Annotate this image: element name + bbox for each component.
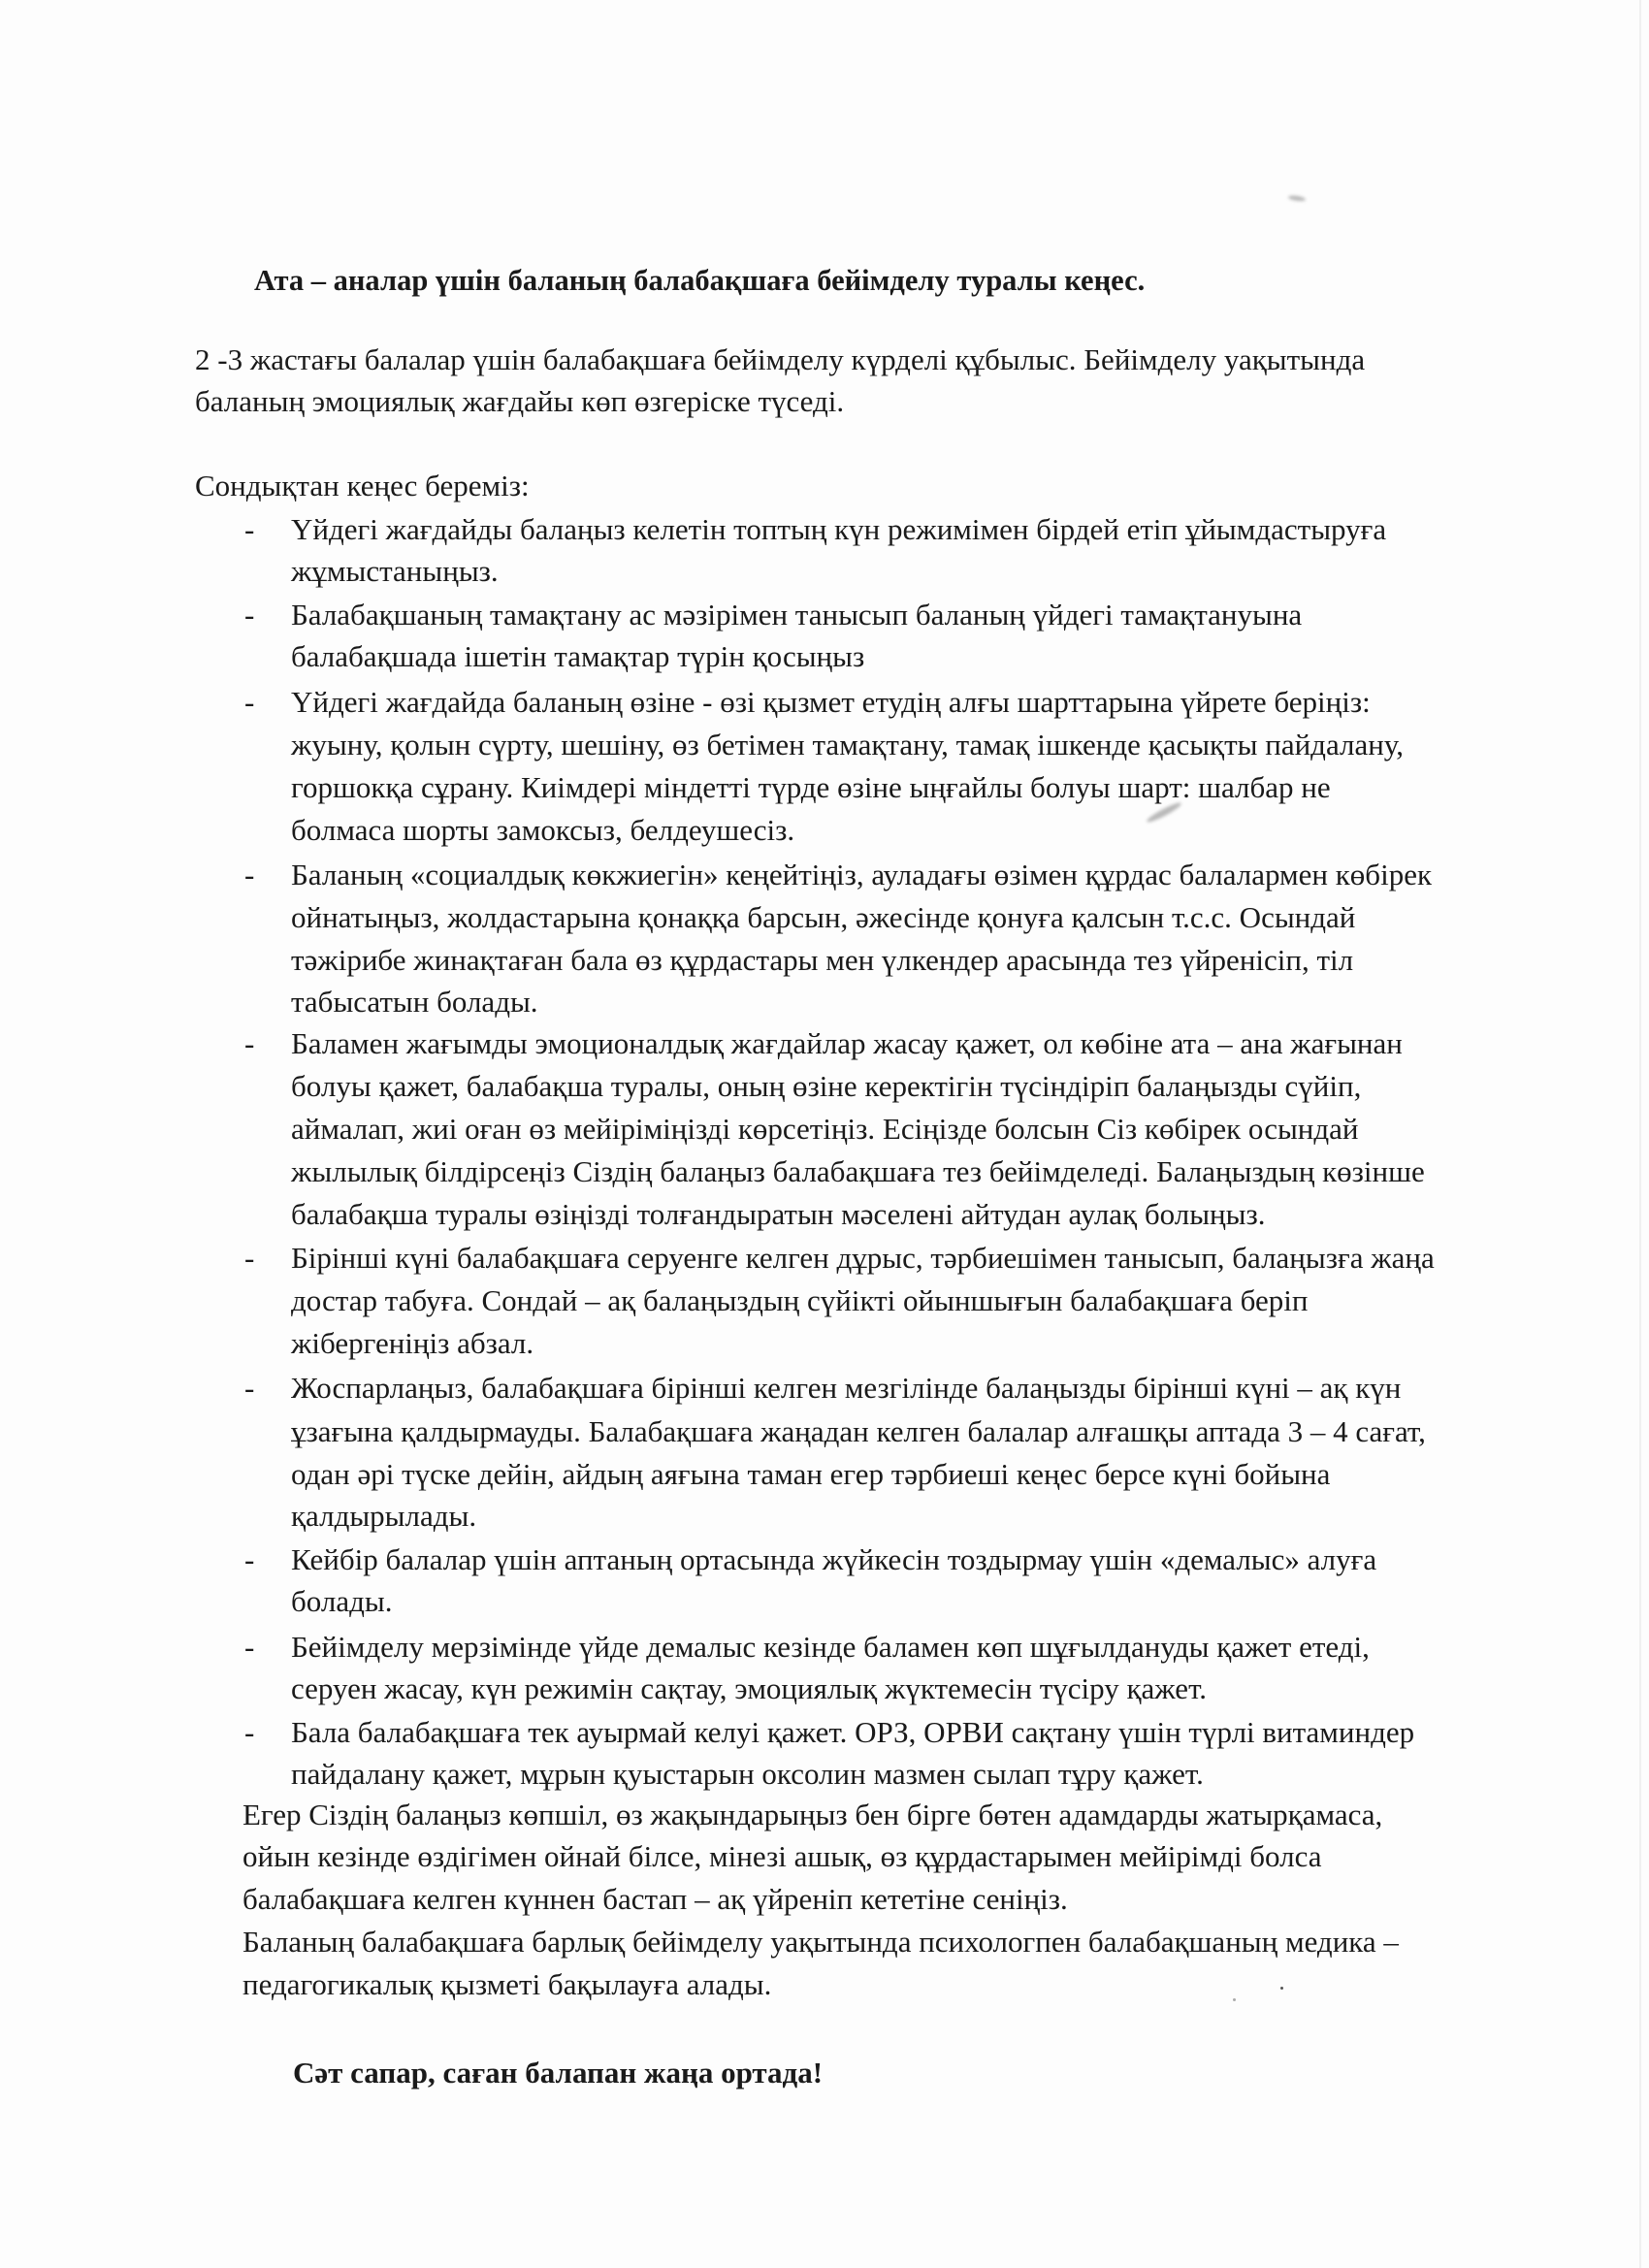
scan-speck: [1233, 1998, 1236, 2001]
intro-line: 2 -3 жастағы балалар үшін балабақшаға бейімделу күрделі құбылыс. Бейімделу уақытында: [195, 342, 1366, 376]
advice-line: балабақша туралы өзіңізді толғандыратын мәселені айтудан аулақ болыңыз.: [291, 1197, 1266, 1231]
advice-line: горшокқа сұрану. Киімдері міндетті түрде өзіне ыңғайлы болуы шарт: шалбар не: [291, 770, 1331, 804]
advice-line: Кейбір балалар үшін аптаның ортасында жүйкесін тоздырмау үшін «демалыс» алуға: [291, 1542, 1377, 1576]
advice-line: пайдалану қажет, мұрын қуыстарын оксолин мазмен сылап тұру қажет.: [291, 1757, 1204, 1791]
final-line: Баланың балабақшаға барлық бейімделу уақытында психологпен балабақшаның медика –: [242, 1925, 1399, 1959]
bullet-dash: -: [244, 1241, 255, 1275]
advice-line: тәжірибе жинақтаған бала өз құрдастары мен үлкендер арасында тез үйренісіп, тіл: [291, 943, 1354, 977]
advice-line: жуыну, қолын сүрту, шешіну, өз бетімен тамақтану, тамақ ішкенде қасықты пайдалану,: [291, 728, 1404, 761]
advice-line: жылылық білдірсеңіз Сіздің балаңыз балабақшаға тез бейімделеді. Балаңыздың көзінше: [291, 1154, 1425, 1188]
advice-line: табысатын болады.: [291, 985, 538, 1019]
bullet-dash: -: [244, 858, 255, 891]
scan-speck: [1280, 1987, 1283, 1990]
advice-line: аймалап, жиі оған өз мейіріміңізді көрсетіңіз. Есіңізде болсын Сіз көбірек осындай: [291, 1112, 1359, 1146]
farewell-line: Сәт сапар, саған балапан жаңа ортада!: [293, 2056, 824, 2090]
advice-line: Үйдегі жағдайда баланың өзіне - өзі қызмет етудің алғы шарттарына үйрете беріңіз:: [291, 685, 1371, 719]
advice-line: Балабақшаның тамақтану ас мәзірімен танысып баланың үйдегі тамақтануына: [291, 598, 1303, 632]
advice-line: Жоспарлаңыз, балабақшаға бірінші келген мезгілінде балаңызды бірінші күні – ақ күн: [291, 1371, 1402, 1405]
advice-line: достар табуға. Сондай – ақ балаңыздың сүйікті ойыншығын балабақшаға беріп: [291, 1283, 1309, 1317]
final-line: педагогикалық қызметі бақылауға алады.: [242, 1967, 772, 2001]
bullet-dash: -: [244, 598, 255, 632]
intro-line: баланың эмоциялық жағдайы көп өзгеріске түседі.: [195, 384, 845, 418]
advice-line: Үйдегі жағдайды балаңыз келетін топтың күн режимімен бірдей етіп ұйымдастыруға: [291, 512, 1387, 546]
advice-line: балабақшада ішетін тамақтар түрін қосыңыз: [291, 639, 865, 673]
document-title: Ата – аналар үшін баланың балабақшаға бейімделу туралы кеңес.: [254, 264, 1146, 297]
closing-line: ойын кезінде өздігімен ойнай білсе, мінезі ашық, өз құрдастарымен мейірімді болса: [242, 1839, 1322, 1873]
bullet-dash: -: [244, 1026, 255, 1060]
advice-heading: Сондықтан кеңес береміз:: [195, 469, 530, 502]
advice-line: ұзағына қалдырмауды. Балабақшаға жаңадан келген балалар алғашқы аптада 3 – 4 сағат,: [291, 1414, 1426, 1448]
advice-line: одан әрі түске дейін, айдың аяғына таман егер тәрбиеші кеңес берсе күні бойына: [291, 1457, 1331, 1491]
closing-line: балабақшаға келген күннен бастап – ақ үйреніп кететіне сеніңіз.: [242, 1882, 1068, 1916]
advice-line: Бейімделу мерзімінде үйде демалыс кезінде баламен көп шұғылдануды қажет етеді,: [291, 1630, 1370, 1664]
bullet-dash: -: [244, 1715, 255, 1749]
advice-line: Бірінші күні балабақшаға серуенге келген дұрыс, тәрбиешімен танысып, балаңызға жаңа: [291, 1241, 1435, 1275]
advice-line: болады.: [291, 1584, 393, 1618]
advice-line: ойнатыңыз, жолдастарына қонаққа барсын, әжесінде қонуға қалсын т.с.с. Осындай: [291, 900, 1356, 934]
bullet-dash: -: [244, 1630, 255, 1664]
advice-line: Баланың «социалдық көкжиегін» кеңейтіңіз, ауладағы өзімен құрдас балалармен көбірек: [291, 858, 1433, 891]
advice-line: жұмыстаныңыз.: [291, 554, 499, 588]
advice-line: болуы қажет, балабақша туралы, оның өзіне керектігін түсіндіріп балаңызды сүйіп,: [291, 1069, 1362, 1103]
bullet-dash: -: [244, 685, 255, 719]
advice-line: Бала балабақшаға тек ауырмай келуі қажет. ОРЗ, ОРВИ сақтану үшін түрлі витаминдер: [291, 1715, 1415, 1749]
bullet-dash: -: [244, 1371, 255, 1405]
bullet-dash: -: [244, 512, 255, 546]
scan-page-edge: [1639, 0, 1641, 2268]
advice-line: болмаса шорты замоксыз, белдеушесіз.: [291, 813, 795, 847]
closing-line: Егер Сіздің балаңыз көпшіл, өз жақындарыңыз бен бірге бөтен адамдарды жатырқамаса,: [242, 1798, 1383, 1831]
advice-line: жібергеніңіз абзал.: [291, 1326, 534, 1360]
bullet-dash: -: [244, 1542, 255, 1576]
advice-line: серуен жасау, күн режимін сақтау, эмоциялық жүктемесін түсіру қажет.: [291, 1671, 1208, 1705]
advice-line: Баламен жағымды эмоционалдық жағдайлар жасау қажет, ол көбіне ата – ана жағынан: [291, 1026, 1403, 1060]
scan-mark-top: [1288, 195, 1307, 202]
advice-line: қалдырылады.: [291, 1499, 477, 1533]
